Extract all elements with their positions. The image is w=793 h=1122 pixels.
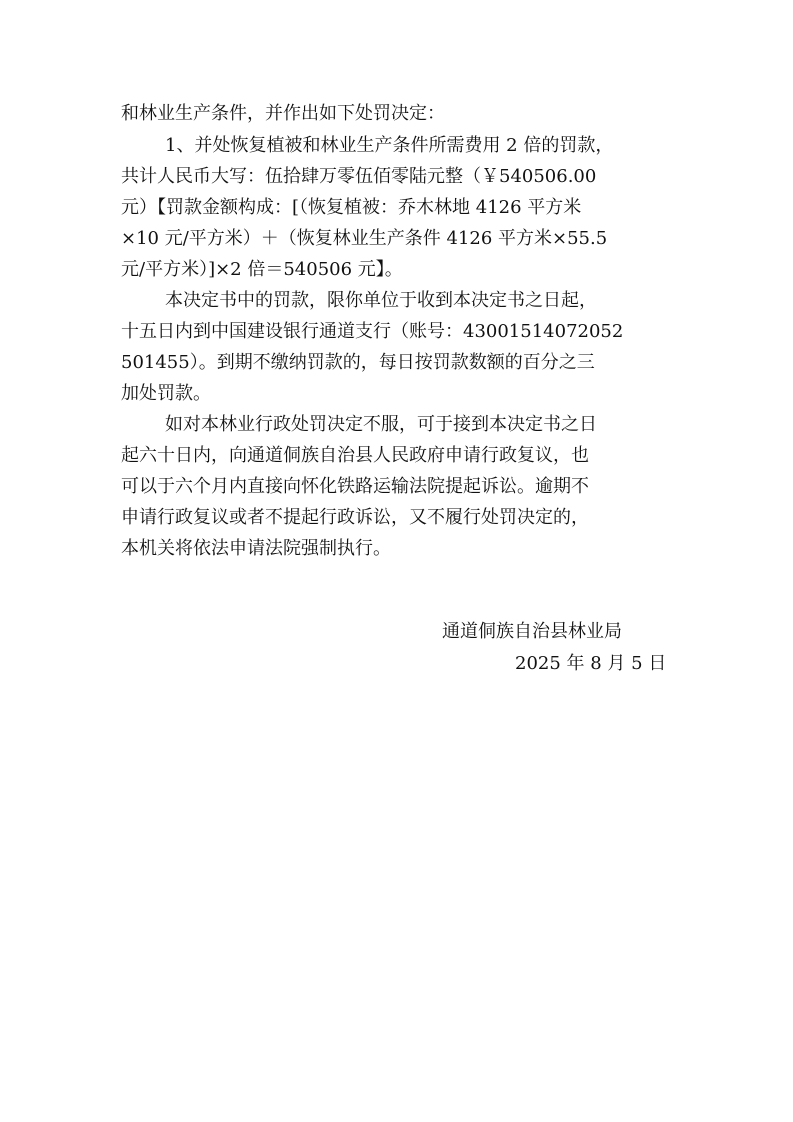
payment-paragraph: 本决定书中的罚款，限你单位于收到本决定书之日起， [165, 290, 597, 311]
text-line: 本机关将依法申请法院强制执行。 [121, 538, 391, 559]
text-line: 加处罚款。 [121, 383, 211, 404]
text-line: 起六十日内，向通道侗族自治县人民政府申请行政复议，也 [121, 445, 589, 466]
text-line: 元）【罚款金额构成：[（恢复植被：乔木林地 4126 平方米 [121, 197, 582, 218]
appeal-paragraph: 如对本林业行政处罚决定不服，可于接到本决定书之日 [165, 414, 597, 435]
penalty-item-1: 1、并处恢复植被和林业生产条件所需费用 2 倍的罚款， [165, 135, 614, 156]
text-line: ×10 元/平方米）＋（恢复林业生产条件 4126 平方米×55.5 [121, 228, 608, 249]
text-line: 和林业生产条件，并作出如下处罚决定： [121, 103, 445, 124]
text-line: 申请行政复议或者不提起行政诉讼，又不履行处罚决定的， [121, 507, 589, 528]
text-line: 十五日内到中国建设银行通道支行（账号：43001514072052 [121, 321, 624, 342]
text-line: 可以于六个月内直接向怀化铁路运输法院提起诉讼。逾期不 [121, 476, 589, 497]
text-line: 501455）。到期不缴纳罚款的，每日按罚款数额的百分之三 [121, 352, 595, 373]
signature-organization: 通道侗族自治县林业局 [442, 621, 622, 642]
signature-date: 2025 年 8 月 5 日 [515, 653, 667, 674]
text-line: 元/平方米）]×2 倍＝540506 元】。 [121, 259, 403, 280]
text-line: 共计人民币大写：伍拾肆万零伍佰零陆元整（￥540506.00 [121, 166, 597, 187]
